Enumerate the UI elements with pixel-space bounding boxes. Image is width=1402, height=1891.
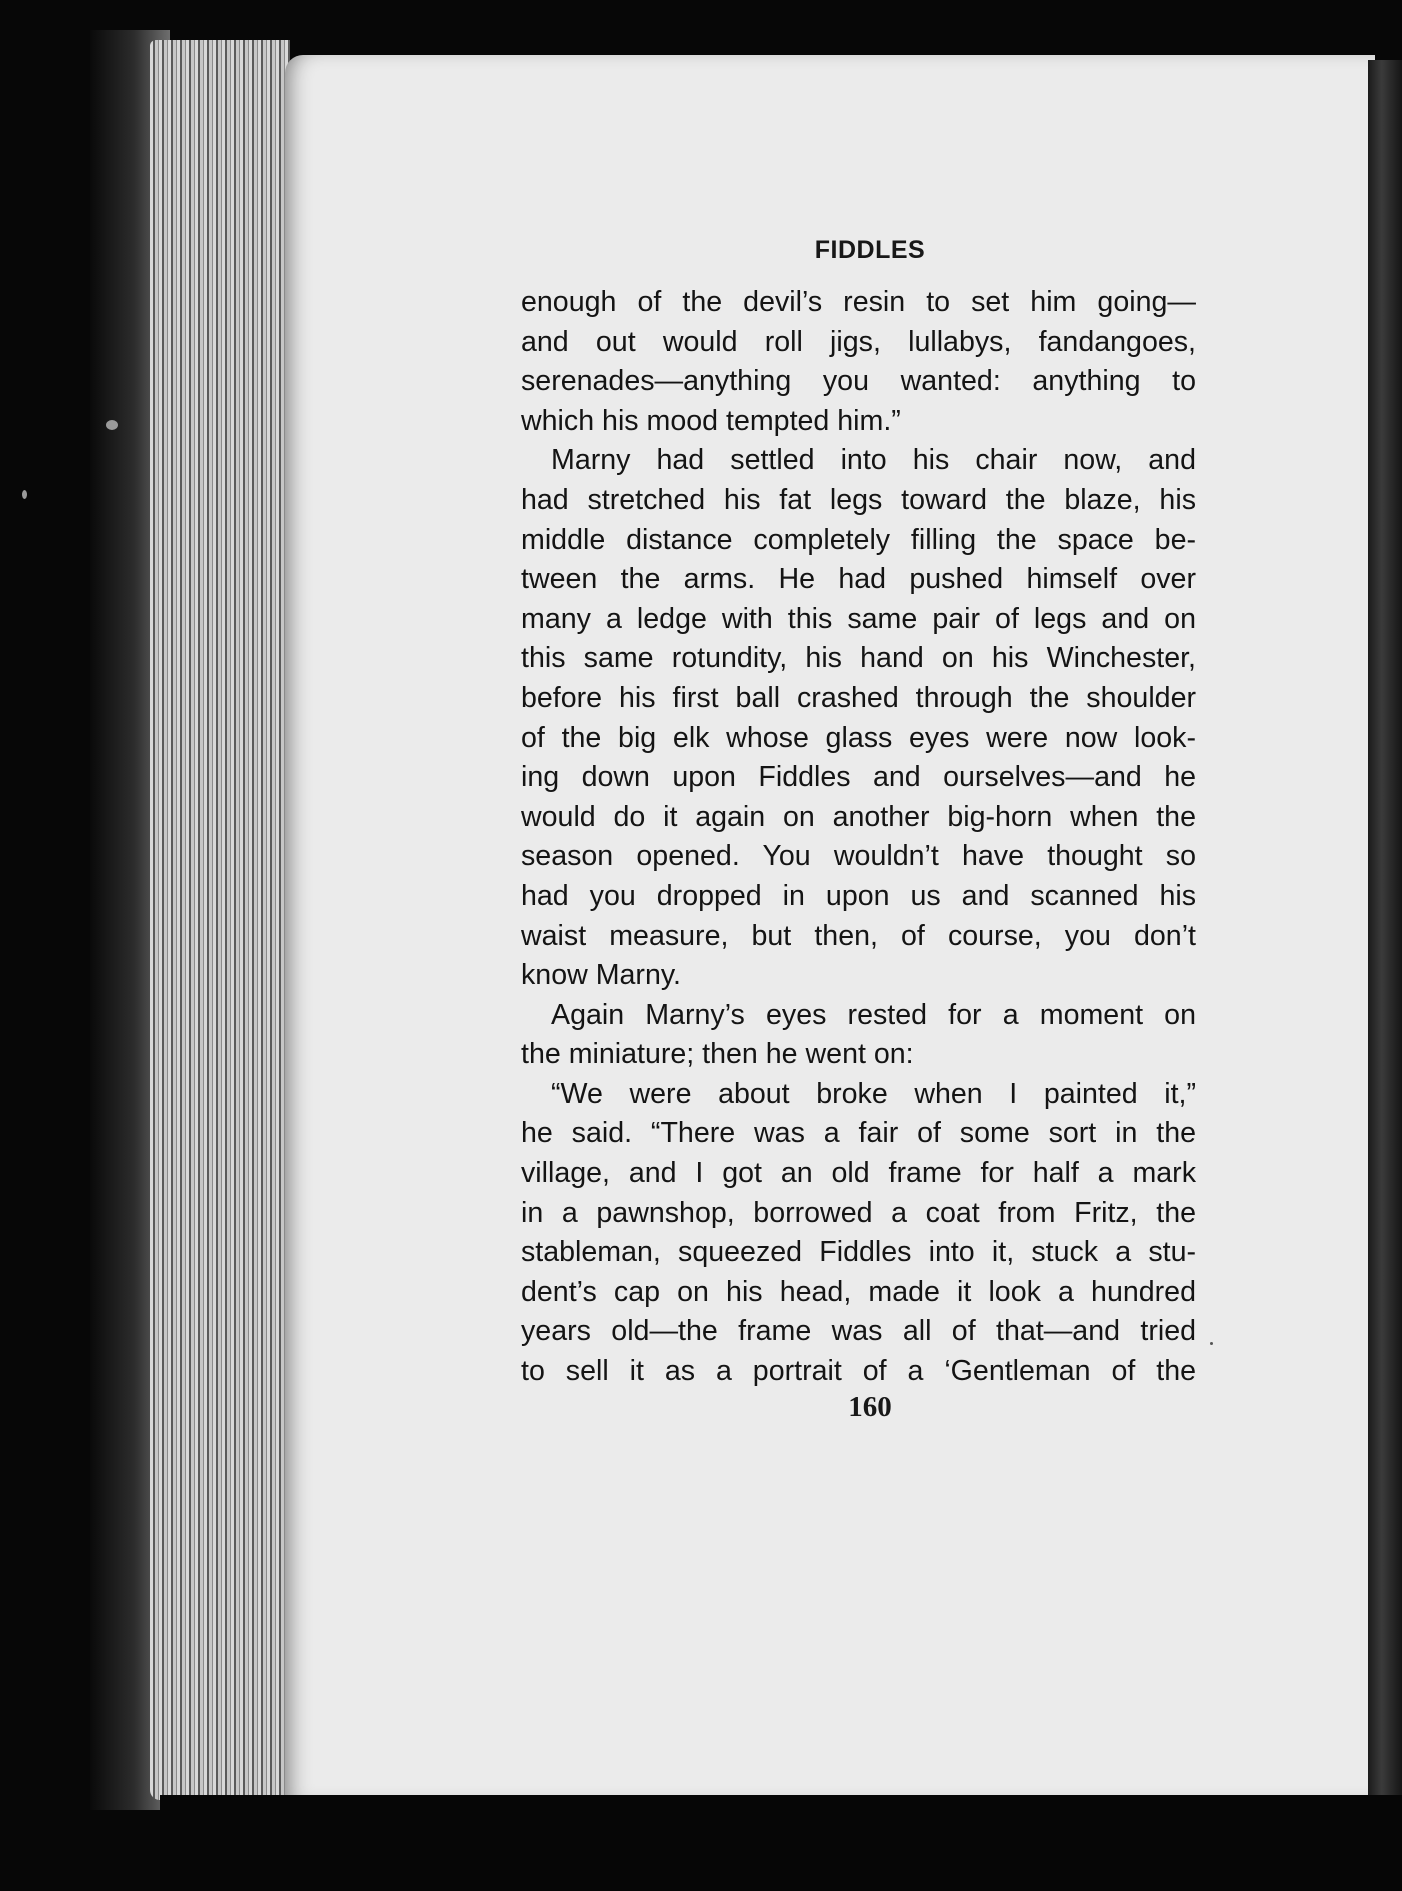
- text-line: had you dropped in upon us and scanned his: [521, 879, 1196, 912]
- page-number: 160: [848, 1391, 892, 1423]
- text-line: village, and I got an old frame for half a mark: [521, 1157, 1196, 1190]
- text-line: which his mood tempted him.”: [521, 404, 901, 437]
- text-line: before his first ball crashed through the shoulder: [521, 681, 1196, 714]
- text-line: season opened. You wouldn’t have thought so: [521, 840, 1196, 873]
- text-line: dent’s cap on his head, made it look a hundred: [521, 1275, 1196, 1308]
- dust-speck: [22, 490, 27, 499]
- text-line: the miniature; then he went on:: [521, 1038, 914, 1071]
- dust-speck: [1210, 1342, 1213, 1345]
- text-line: of the big elk whose glass eyes were now look-: [521, 721, 1196, 754]
- text-line: middle distance completely filling the space be-: [521, 523, 1196, 556]
- stacked-page-edges: [150, 40, 290, 1800]
- book-binding: [1368, 60, 1402, 1805]
- text-line: Marny had settled into his chair now, and: [551, 444, 1196, 477]
- text-line: stableman, squeezed Fiddles into it, stuck a stu-: [521, 1236, 1196, 1269]
- body-text: [521, 283, 1196, 1392]
- text-line: “We were about broke when I painted it,”: [551, 1077, 1196, 1110]
- text-line: this same rotundity, his hand on his Winchester,: [521, 642, 1196, 675]
- text-line: had stretched his fat legs toward the blaze, his: [521, 483, 1196, 516]
- text-line: and out would roll jigs, lullabys, fandangoes,: [521, 325, 1196, 358]
- text-line: in a pawnshop, borrowed a coat from Fritz, the: [521, 1196, 1196, 1229]
- text-line: ing down upon Fiddles and ourselves—and he: [521, 761, 1196, 794]
- dust-speck: [106, 420, 118, 430]
- text-line: serenades—anything you wanted: anything to: [521, 365, 1196, 398]
- text-line: waist measure, but then, of course, you don’t: [521, 919, 1196, 952]
- bottom-shadow: [160, 1795, 1402, 1891]
- text-line: tween the arms. He had pushed himself over: [521, 563, 1196, 596]
- text-line: to sell it as a portrait of a ‘Gentleman of the: [521, 1355, 1196, 1388]
- text-line: he said. “There was a fair of some sort in the: [521, 1117, 1196, 1150]
- text-line: would do it again on another big-horn when the: [521, 800, 1196, 833]
- text-line: many a ledge with this same pair of legs and on: [521, 602, 1196, 635]
- text-line: know Marny.: [521, 959, 681, 992]
- text-line: Again Marny’s eyes rested for a moment on: [551, 998, 1196, 1031]
- text-line: enough of the devil’s resin to set him going—: [521, 286, 1196, 318]
- text-line: years old—the frame was all of that—and tried: [521, 1315, 1196, 1348]
- running-head: FIDDLES: [814, 236, 926, 264]
